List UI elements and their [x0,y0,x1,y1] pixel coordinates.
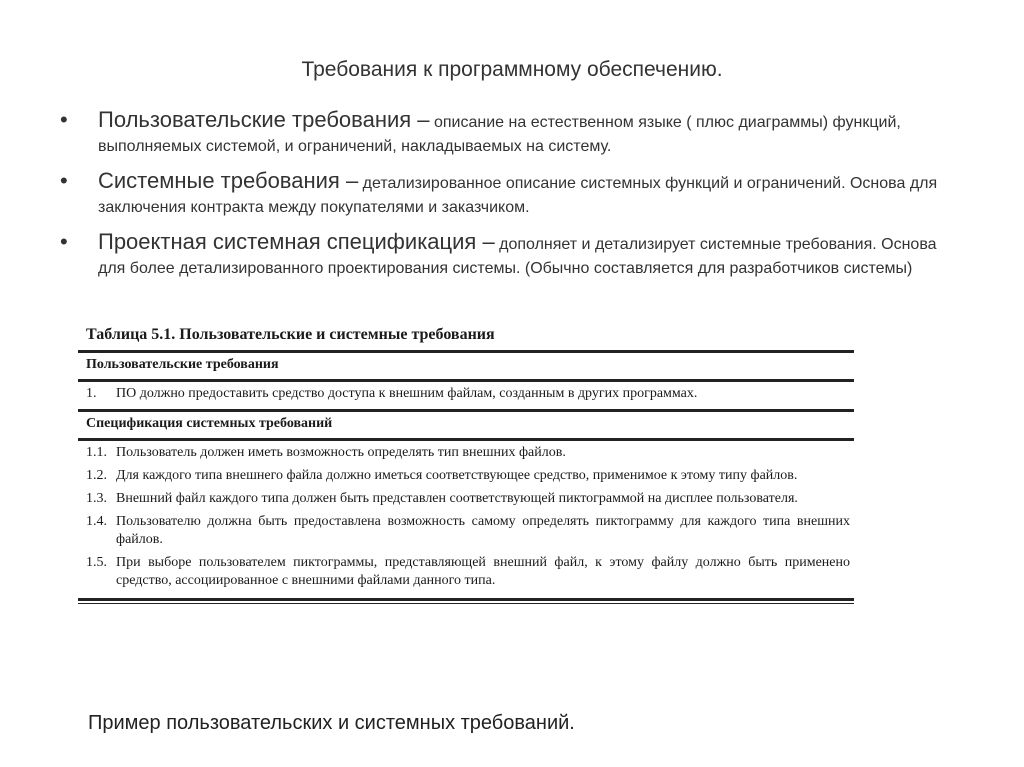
table-row [78,441,854,464]
row-text: Внешний файл каждого типа должен быть представлен соответствующей пиктограммой на дисплее пользователя. [116,491,798,506]
bullet-dot-icon: • [60,107,68,132]
table-row [78,382,854,405]
table-section-spec: Спецификация системных требований [86,416,333,431]
bullet-description: описание на естественном языке ( плюс диаграммы) функций, выполняемых системой, и ограничений, накладываемых на систему. [98,114,901,155]
row-number: 1.1. [86,445,107,460]
requirements-table [78,322,854,604]
row-text: При выборе пользователем пиктограммы, представляющей внешний файл, к этому файлу должно быть применено средство, ассоциированное с внешними файлами данного типа. [116,555,850,588]
bullet-term: Системные требования – [98,168,359,193]
divider [78,603,854,604]
bullet-dot-icon: • [60,168,68,193]
page-title: Требования к программному обеспечению. [301,58,723,81]
row-text: Пользователю должна быть предоставлена возможность самому определять пиктограмму для каждого типа внешних файлов. [116,514,850,547]
bullet-item-design-specification [60,230,960,281]
divider [78,598,854,601]
row-text: Для каждого типа внешнего файла должно иметься соответствующее средство, применимое к этому типу файлов. [116,468,798,483]
table-row [78,487,854,510]
row-number: 1.3. [86,491,107,506]
bullet-description: детализированное описание системных функций и ограничений. Основа для заключения контракта между покупателями и заказчиком. [98,175,938,216]
bullet-term: Проектная системная спецификация – [98,229,495,254]
bullet-description: дополняет и детализирует системные требования. Основа для более детализированного проектирования системы. (Обычно составляется для разработчиков системы) [98,236,937,277]
bullet-list [60,108,960,291]
table-row [78,510,854,551]
bullet-item-system-requirements [60,169,960,220]
bullet-dot-icon: • [60,229,68,254]
table-row [78,551,854,592]
table-caption: Таблица 5.1. Пользовательские и системные требования [86,326,495,343]
row-number: 1. [86,386,97,401]
table-section-user: Пользовательские требования [86,357,279,372]
row-number: 1.2. [86,468,107,483]
bullet-term: Пользовательские требования – [98,107,430,132]
bullet-item-user-requirements [60,108,960,159]
row-number: 1.5. [86,555,107,570]
row-text: Пользователь должен иметь возможность определять тип внешних файлов. [116,445,566,460]
row-text: ПО должно предоставить средство доступа к внешним файлам, созданным в других программах. [116,386,698,401]
figure-caption: Пример пользовательских и системных требований. [88,712,575,734]
row-number: 1.4. [86,514,107,529]
table-row [78,464,854,487]
